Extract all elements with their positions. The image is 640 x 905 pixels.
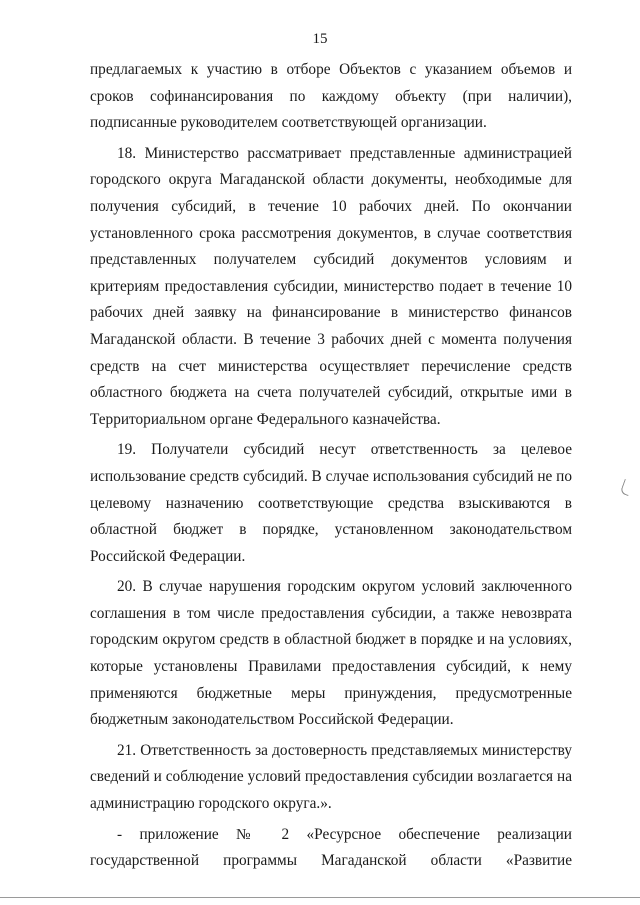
document-body — [90, 57, 572, 875]
page-bottom-edge — [0, 897, 640, 898]
page-number: 15 — [312, 31, 328, 47]
paragraph-continuation: предлагаемых к участию в отборе Объектов с указанием объемов и сроков софинансирования по каждому объекту (при наличии), подписанные руководителем соответствующей организации. — [90, 61, 572, 132]
paragraph-appendix-2: - приложение № 2 «Ресурсное обеспечение реализации государственной программы Магаданской области «Развитие — [90, 825, 572, 870]
margin-scan-mark — [620, 479, 634, 496]
paragraph-21: 21. Ответственность за достоверность представляемых министерству сведений и соблюдение условий предоставления субсидии возлагается на администрацию городского округа.». — [90, 741, 572, 813]
paragraph-18: 18. Министерство рассматривает представленные администрацией городского округа Магаданской области документы, необходимые для получения субсидий, в течение 10 рабочих дней. По окончании установленного срока рассмотрения документов, в случае соответствия представленных получателем субсидий документов условиям и критериям предоставления субсидии, министерство подает в течение 10 рабочих дней заявку на финансирование в министерство финансов Магаданской области. В течение 3 рабочих дней с момента получения средств на счет министерства осуществляет перечисление средств областного бюджета на счета получателей субсидий, открытые ими в Территориальном органе Федерального казначейства. — [90, 144, 572, 428]
paragraph-20: 20. В случае нарушения городским округом условий заключенного соглашения в том числе предоставления субсидии, а также невозврата городским округом средств в областной бюджет в порядке и на условиях, которые установлены Правилами предоставления субсидий, к нему применяются бюджетные меры принуждения, предусмотренные бюджетным законодательством Российской Федерации. — [90, 578, 572, 729]
paragraph-19: 19. Получатели субсидий несут ответственность за целевое использование средств субсидий. В случае использования субсидий не по целевому назначению соответствующие средства взыскиваются в областной бюджет в порядке, установленном законодательством Российской Федерации. — [90, 441, 573, 565]
